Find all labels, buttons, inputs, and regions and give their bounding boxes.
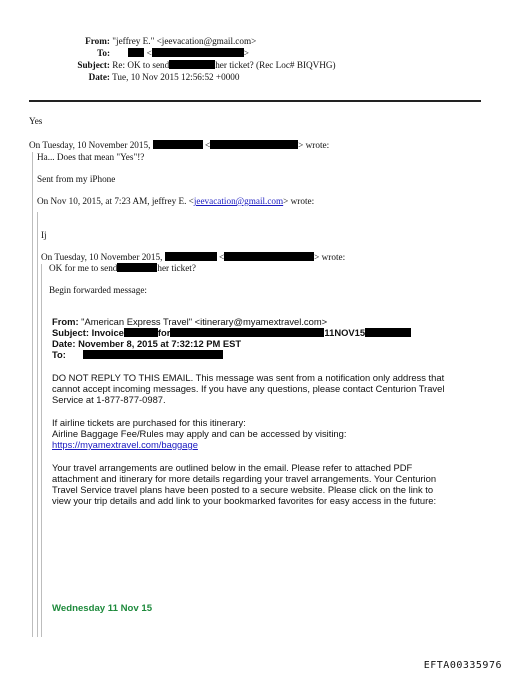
quote-bar-2 — [37, 212, 38, 637]
quote-1-wrote: > wrote: — [298, 140, 330, 150]
quote-2-prefix: On Nov 10, 2015, at 7:23 AM, jeffrey E. < — [37, 196, 194, 206]
fwd-from-value: "American Express Travel" <itinerary@myamextravel.com> — [81, 316, 328, 327]
header-divider — [29, 100, 481, 102]
arrangements-line: Your travel arrangements are outlined below in the email. Please refer to attached PDF — [52, 462, 413, 473]
subject-post: her ticket? (Rec Loc# BIQVHG) — [215, 60, 336, 70]
fwd-to-label: To: — [52, 349, 66, 360]
date-label: Date: — [88, 72, 110, 82]
notice-line: Service at 1-877-877-0987. — [52, 394, 166, 405]
fwd-subject-label: Subject: — [52, 327, 89, 338]
fwd-subject-pre: Invoice — [91, 327, 124, 338]
arrangements-paragraph — [52, 462, 436, 506]
fwd-date-label: Date: — [52, 338, 76, 349]
sent-text: Sent from my iPhone — [37, 174, 116, 184]
redaction-box — [170, 328, 324, 337]
redaction-box — [210, 140, 298, 149]
quote-2-post: > wrote: — [283, 196, 315, 206]
redaction-box — [124, 328, 158, 337]
to-close: > — [243, 48, 249, 58]
subject-label: Subject: — [77, 60, 110, 70]
quote-line-2 — [37, 196, 314, 206]
quote-3-wrote: > wrote: — [314, 252, 346, 262]
from-value: "jeffrey E." <jeevacation@gmail.com> — [112, 36, 257, 46]
redaction-box — [117, 263, 157, 272]
arrangements-line: Travel Service travel plans have been posted to a secure website. Please click on the link to — [52, 484, 434, 495]
fwd-subject-row — [52, 327, 411, 338]
quote-line-3 — [41, 252, 345, 262]
quote-bar-3 — [41, 264, 42, 637]
arrangements-line: attachment and itinerary for more details regarding your travel arrangements. Your Centurion — [52, 473, 437, 484]
to-open: < — [146, 48, 152, 58]
baggage-line: If airline tickets are purchased for this itinerary: — [52, 417, 246, 428]
redaction-box — [365, 328, 411, 337]
quote-line-1 — [29, 140, 329, 150]
date-value: Tue, 10 Nov 2015 12:56:52 +0000 — [112, 72, 240, 82]
ok-line — [49, 263, 196, 273]
quote-1-prefix: On Tuesday, 10 November 2015, — [29, 140, 151, 150]
baggage-link[interactable]: https://myamextravel.com/baggage — [52, 439, 198, 450]
reply-yes: Yes — [29, 116, 43, 126]
fwd-date-row — [52, 338, 241, 349]
arrangements-line: view your trip details and add link to your bookmarked favorites for easy access in the future: — [52, 495, 437, 506]
quote-3-prefix: On Tuesday, 10 November 2015, — [41, 252, 163, 262]
fwd-subject-mid: for — [157, 327, 171, 338]
baggage-paragraph — [52, 417, 346, 450]
email-to-row — [30, 47, 249, 59]
notice-line: DO NOT REPLY TO THIS EMAIL. This message was sent from a notification only address that — [52, 372, 445, 383]
notice-line: cannot accept incoming messages. If you have any questions, please contact Centurion Travel — [52, 383, 445, 394]
redaction-box — [152, 48, 244, 57]
redaction-box — [165, 252, 217, 261]
redaction-box — [224, 252, 314, 261]
redaction-box — [153, 140, 203, 149]
email-link[interactable]: jeevacation@gmail.com — [193, 196, 284, 206]
document-id: EFTA00335976 — [423, 660, 502, 671]
email-subject-row — [30, 59, 336, 71]
redaction-box — [169, 60, 215, 69]
fwd-from-label: From: — [52, 316, 79, 327]
ok-prefix: OK for me to send — [49, 263, 118, 273]
baggage-line: Airline Baggage Fee/Rules may apply and can be accessed by visiting: — [52, 428, 347, 439]
email-from-row — [30, 35, 256, 47]
quote-1-lt: < — [204, 140, 211, 150]
ha-text: Ha... Does that mean "Yes"!? — [37, 152, 145, 162]
email-date-row — [30, 71, 240, 83]
quote-3-lt: < — [218, 252, 225, 262]
subject-pre: Re: OK to send — [112, 60, 170, 70]
fwd-from-row — [52, 316, 327, 327]
from-label: From: — [85, 36, 110, 46]
redaction-box — [83, 350, 223, 359]
forward-intro: Begin forwarded message: — [49, 285, 147, 295]
redaction-box — [128, 48, 144, 57]
itinerary-day-heading: Wednesday 11 Nov 15 — [52, 603, 153, 614]
notice-paragraph — [52, 372, 444, 405]
to-label: To: — [97, 48, 110, 58]
quote-bar-1 — [32, 152, 33, 637]
fwd-to-row — [52, 349, 223, 360]
fwd-date-value: November 8, 2015 at 7:32:12 PM EST — [78, 338, 242, 349]
ij-text: Ij — [41, 230, 47, 240]
ok-post: her ticket? — [157, 263, 196, 273]
fwd-subject-post: 11NOV15 — [324, 327, 366, 338]
